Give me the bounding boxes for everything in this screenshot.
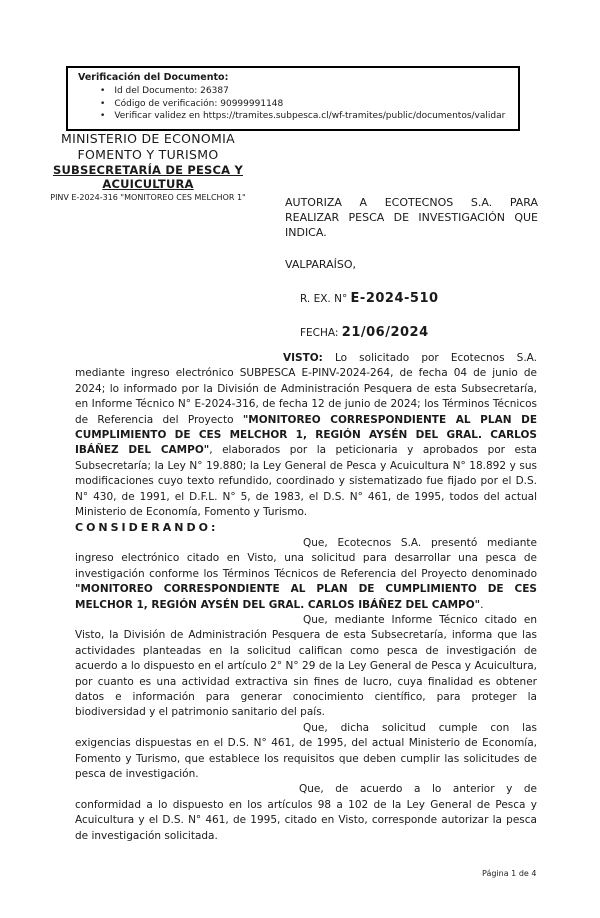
verification-item-text: Verificar validez en https://tramites.subpesca.cl/wf-tramites/public/documentos/validar (114, 111, 506, 121)
considerando-heading: CONSIDERANDO: (75, 521, 219, 535)
para1-text-1: Que, Ecotecnos S.A. presentó mediante ingreso electrónico citado en Visto, una solicitud para desarrollar una pesca de investigación conforme los Términos Técnicos de Referencia del Proyecto denominado (75, 536, 537, 580)
verification-item-document-id (78, 85, 512, 98)
project-reference: PINV E-2024-316 "MONITOREO CES MELCHOR 1" (50, 193, 246, 202)
verification-box (66, 66, 520, 131)
city-line: VALPARAÍSO, (285, 258, 357, 271)
bullet-icon: • (100, 86, 106, 96)
verification-list (78, 85, 512, 123)
verification-title: Verificación del Documento: (78, 72, 229, 83)
subsecretary-name-line2: ACUICULTURA (102, 177, 194, 191)
considerando-paragraph-2: Que, mediante Informe Técnico citado en Visto, la División de Administración Pesquera de esta Subsecretaría, informa que las actividades planteadas en la solicitud califican como pesca de investigación de acuerdo a lo dispuesto en el artículo 2° N° 29 de la Ley General de Pesca y Acuicultura, por cuanto es una actividad extractiva sin fines de lucro, cuya finalidad es obtener datos e información para generar conocimiento científico, para proteger la biodiversidad y el patrimonio sanitario del país. (75, 613, 537, 719)
date-label: FECHA: (300, 327, 342, 339)
page-indicator: Página 1 de 4 (482, 869, 537, 878)
para1-project-title: "MONITOREO CORRESPONDIENTE AL PLAN DE CUMPLIMIENTO DE CES MELCHOR 1, REGIÓN AYSÉN DEL GRAL. CARLOS IBÁÑEZ DEL CAMPO" (75, 583, 537, 611)
visto-text-1: Lo solicitado por Ecotecnos S.A. mediante ingreso electrónico SUBPESCA E-PINV-2024-264, de fecha 04 de junio de 2024; lo informado por la División de Administración Pesquera de esta Subsecretaría, en Informe Técnico N° E-2024-316, de fecha 12 de junio de 2024; los Términos Técnicos de Referencia del Proyecto (75, 352, 537, 426)
para1-text-2: . (480, 598, 484, 611)
resolution-body (75, 351, 537, 844)
visto-text-2: , elaborados por la peticionaria y aprobados por esta Subsecretaría; la Ley N° 19.880; la Ley General de Pesca y Acuicultura N° 18.892 y sus modificaciones cuyo texto refundido, coordinado y sistematizado fue fijado por el D.S. N° 430, de 1991, el D.F.L. N° 5, de 1983, el D.S. N° 461, de 1995, todos del actual Ministerio de Economía, Fomento y Turismo. (75, 444, 537, 519)
resolution-number-line (300, 291, 439, 306)
subsecretary-name-line1: SUBSECRETARÍA DE PESCA Y (52, 163, 243, 177)
considerando-paragraph-4: Que, de acuerdo a lo anterior y de conformidad a lo dispuesto en los artículos 98 a 102 de la Ley General de Pesca y Acuicultura y el D.S. N° 461, de 1995, citado en Visto, corresponde autorizar la pesca de investigación solicitada. (75, 783, 537, 842)
bullet-icon: • (100, 98, 106, 109)
visto-label: VISTO: (283, 352, 323, 364)
resolution-number-value: E-2024-510 (350, 291, 439, 306)
visto-project-title: "MONITOREO CORRESPONDIENTE AL PLAN DE CUMPLIMIENTO DE CES MELCHOR 1, REGIÓN AYSÉN DEL GRAL. CARLOS IBÁÑEZ DEL CAMPO" (75, 413, 537, 457)
resolution-number-label: R. EX. N° (300, 293, 351, 305)
verification-item-url (78, 110, 512, 123)
verification-item-code (78, 98, 512, 111)
considerando-paragraph-3: Que, dicha solicitud cumple con las exigencias dispuestas en el D.S. N° 461, de 1995, del actual Ministerio de Economía, Fomento y Turismo, que establece los requisitos que deben cumplir las solicitudes de pesca de investigación. (75, 721, 537, 780)
considerando-paragraph-1 (75, 536, 537, 613)
date-line (300, 325, 429, 340)
verification-item-text: Código de verificación: 90999991148 (114, 98, 284, 109)
ministry-name-line2: FOMENTO Y TURISMO (77, 147, 219, 162)
ministry-name-line1: MINISTERIO DE ECONOMIA (61, 131, 235, 146)
letterhead (26, 131, 270, 203)
visto-paragraph (75, 351, 537, 520)
verification-item-text: Id del Documento: 26387 (114, 86, 229, 96)
resolution-subject: AUTORIZA A ECOTECNOS S.A. PARA REALIZAR PESCA DE INVESTIGACIÓN QUE INDICA. (285, 196, 538, 239)
date-value: 21/06/2024 (341, 325, 429, 340)
bullet-icon: • (100, 111, 106, 121)
